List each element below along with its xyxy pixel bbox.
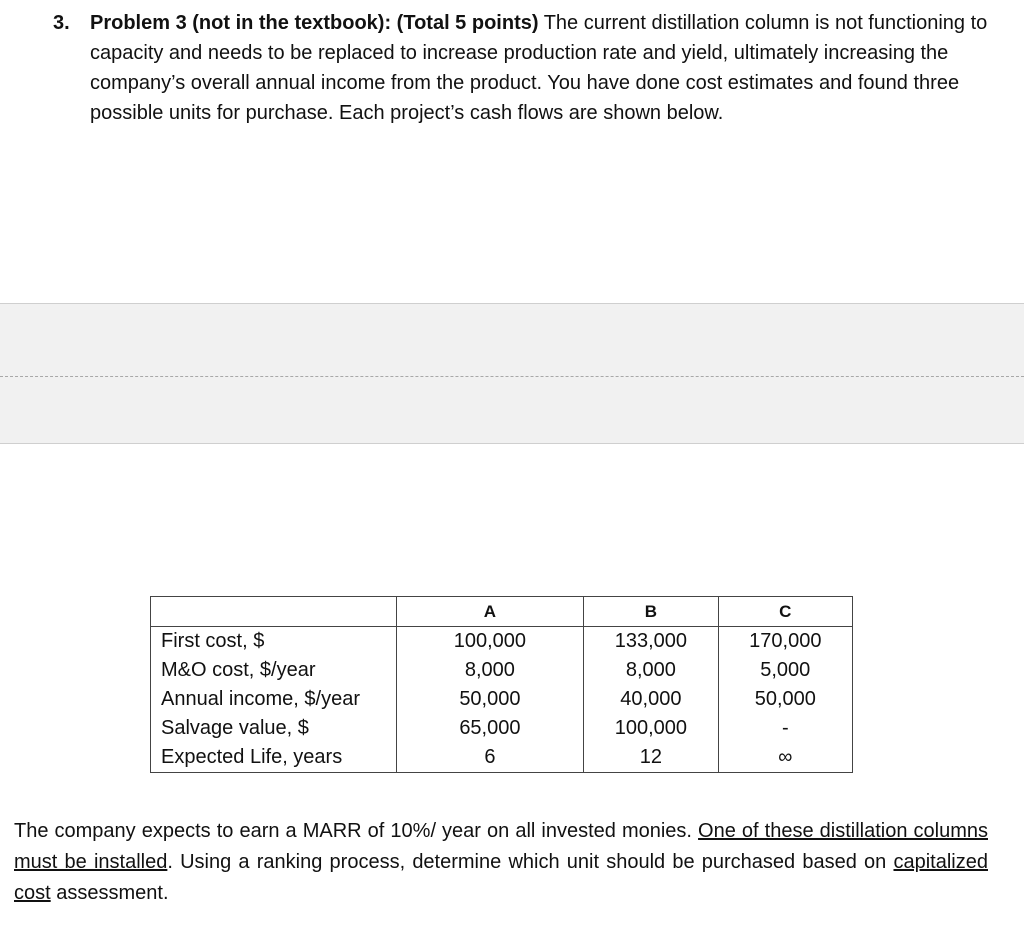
problem-statement: [53, 8, 998, 128]
column-c-values: [718, 627, 852, 773]
table-data-row: [151, 627, 853, 773]
a-salvage-value: 65,000: [459, 717, 521, 739]
b-expected-life: 12: [639, 746, 663, 768]
question-part-2: . Using a ranking process, determine which unit should be purchased based on: [167, 851, 894, 873]
column-b-values: [584, 627, 718, 773]
row-label-expected-life: Expected Life, years: [161, 746, 343, 768]
page-break-line: [0, 376, 1024, 377]
column-header-c: C: [718, 597, 852, 627]
a-expected-life: 6: [484, 746, 496, 768]
problem-number: 3.: [53, 12, 70, 34]
problem-text: [90, 8, 998, 128]
question-paragraph: [14, 816, 988, 909]
a-annual-income: 50,000: [459, 688, 521, 710]
row-labels-cell: [151, 627, 397, 773]
question-underline-1: One of these distillation columns must be installed: [14, 820, 988, 873]
question-part-1: The company expects to earn a MARR of 10%/ year on all invested monies.: [14, 820, 699, 842]
row-label-annual-income: Annual income, $/year: [161, 688, 361, 710]
c-mo-cost: 5,000: [760, 659, 811, 681]
table-header-row: [151, 597, 853, 627]
a-mo-cost: 8,000: [464, 659, 515, 681]
page-break-band: [0, 303, 1024, 444]
a-first-cost: 100,000: [453, 630, 527, 652]
cash-flow-table: [150, 596, 853, 773]
row-label-salvage-value: Salvage value, $: [161, 717, 309, 739]
column-header-b: B: [584, 597, 718, 627]
question-underline-2: capitalized cost: [14, 851, 988, 904]
table-corner-cell: [151, 597, 397, 627]
b-annual-income: 40,000: [620, 688, 682, 710]
b-salvage-value: 100,000: [614, 717, 688, 739]
c-first-cost: 170,000: [749, 630, 822, 652]
b-first-cost: 133,000: [614, 630, 688, 652]
row-label-first-cost: First cost, $: [161, 630, 265, 652]
column-header-a: A: [396, 597, 584, 627]
column-a-values: [396, 627, 584, 773]
question-part-3: assessment.: [50, 882, 169, 904]
b-mo-cost: 8,000: [625, 659, 676, 681]
problem-heading: Problem 3 (not in the textbook): (Total 5 points): [90, 12, 539, 34]
row-label-mo-cost: M&O cost, $/year: [161, 659, 316, 681]
c-annual-income: 50,000: [754, 688, 816, 710]
c-expected-life: ∞: [778, 746, 793, 768]
problem-body: The current distillation column is not functioning to capacity and needs to be replaced to increase production rate and yield, ultimately increasing the company’s overall annual income from the product. You have done cost estimates and found three possible units for purchase. Each project’s cash flows are shown below.: [90, 12, 988, 124]
c-salvage-value: -: [781, 717, 789, 739]
